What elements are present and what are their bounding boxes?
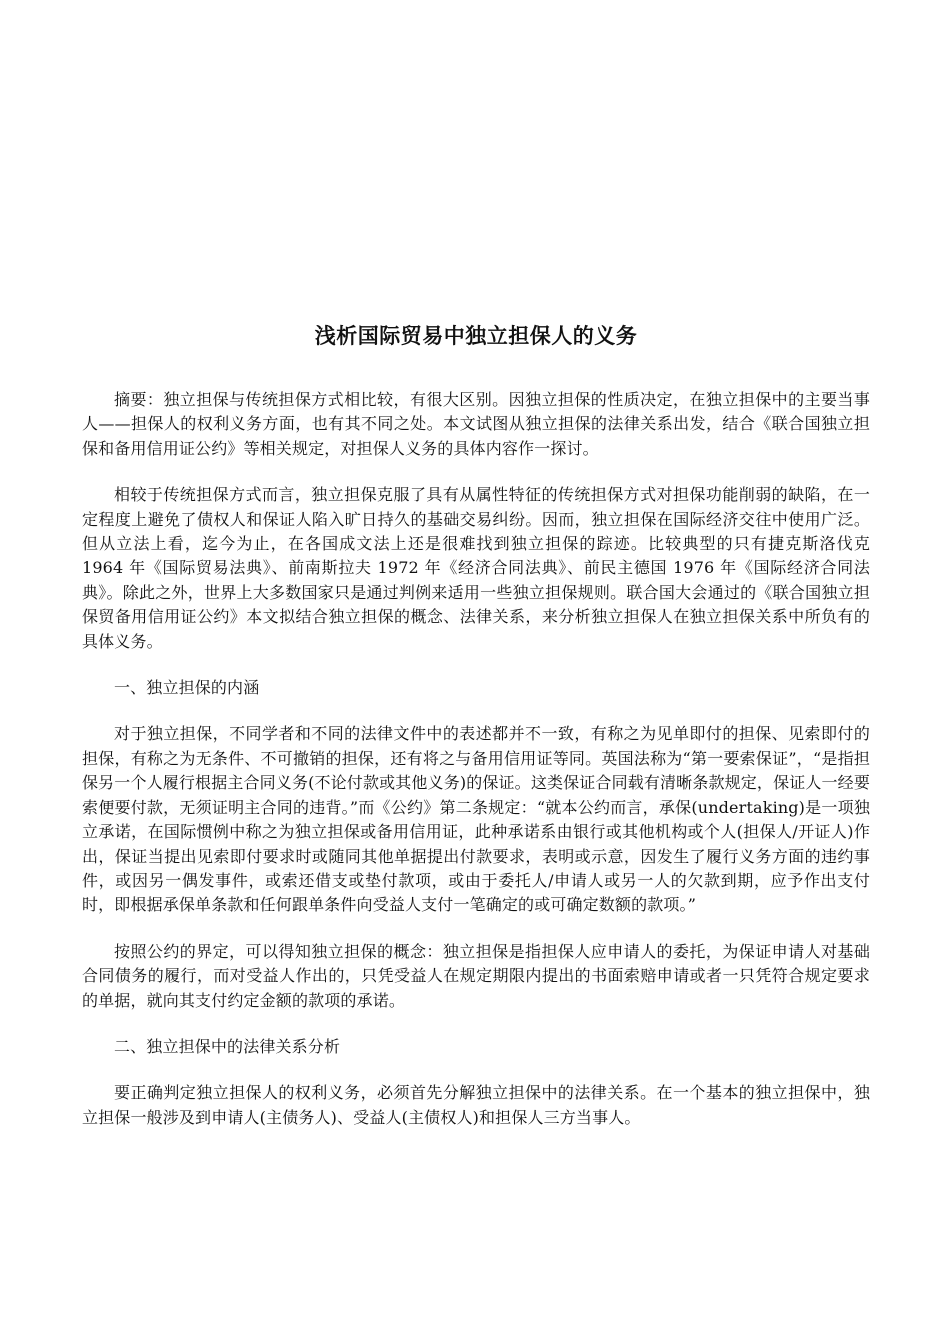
section-heading-1: 一、独立担保的内涵 — [114, 678, 260, 698]
abstract-paragraph: 摘要：独立担保与传统担保方式相比较，有很大区别。因独立担保的性质决定，在独立担保中的主要当事人——担保人的权利义务方面，也有其不同之处。本文试图从独立担保的法律关系出发，结合《联合国独立担保和备用信用证公约》等相关规定，对担保人义务的具体内容作一探讨。 — [82, 390, 870, 458]
section2-paragraph-1: 要正确判定独立担保人的权利义务，必须首先分解独立担保中的法律关系。在一个基本的独立担保中，独立担保一般涉及到申请人(主债务人)、受益人(主债权人)和担保人三方当事人。 — [82, 1083, 870, 1127]
section-heading-2: 二、独立担保中的法律关系分析 — [114, 1036, 341, 1056]
document-title: 浅析国际贸易中独立担保人的义务 — [314, 324, 638, 348]
document-page — [82, 318, 870, 1152]
section1-paragraph-1: 对于独立担保，不同学者和不同的法律文件中的表述都并不一致，有称之为见单即付的担保、见索即付的担保，有称之为无条件、不可撤销的担保，还有将之与备用信用证等同。英国法称为“第一要索保证”，“是指担保另一个人履行根据主合同义务(不论付款或其他义务)的保证。这类保证合同载有清晰条款规定，保证人一经要索便要付款，无须证明主合同的违背。”而《公约》第二条规定：“就本公约而言，承保(undertaking)是一项独立承诺，在国际惯例中称之为独立担保或备用信用证，此种承诺系由银行或其他机构或个人(担保人/开证人)作出，保证当提出见索即付要求时或随同其他单据提出付款要求，表明或示意，因发生了履行义务方面的违约事件，或因另一偶发事件，或索还借支或垫付款项，或由于委托人/申请人或另一人的欠款到期，应予作出支付时，即根据承保单条款和任何跟单条件向受益人支付一笔确定的或可确定数额的款项。” — [82, 724, 870, 915]
intro-paragraph: 相较于传统担保方式而言，独立担保克服了具有从属性特征的传统担保方式对担保功能削弱的缺陷，在一定程度上避免了债权人和保证人陷入旷日持久的基础交易纠纷。因而，独立担保在国际经济交往中使用广泛。但从立法上看，迄今为止，在各国成文法上还是很难找到独立担保的踪迹。比较典型的只有捷克斯洛伐克 1964 年《国际贸易法典》、前南斯拉夫 1972 年《经济合同法典》、前民主德国 1976 年《国际经济合同法典》。除此之外，世界上大多数国家只是通过判例来适用一些独立担保规则。联合国大会通过的《联合国独立担保贸备用信用证公约》本文拟结合独立担保的概念、法律关系，来分析独立担保人在独立担保关系中所负有的具体义务。 — [82, 485, 870, 651]
section1-paragraph-2: 按照公约的界定，可以得知独立担保的概念：独立担保是指担保人应申请人的委托，为保证申请人对基础合同债务的履行，而对受益人作出的，只凭受益人在规定期限内提出的书面索赔申请或者一只凭符合规定要求的单据，就向其支付约定金额的款项的承诺。 — [82, 941, 870, 1010]
